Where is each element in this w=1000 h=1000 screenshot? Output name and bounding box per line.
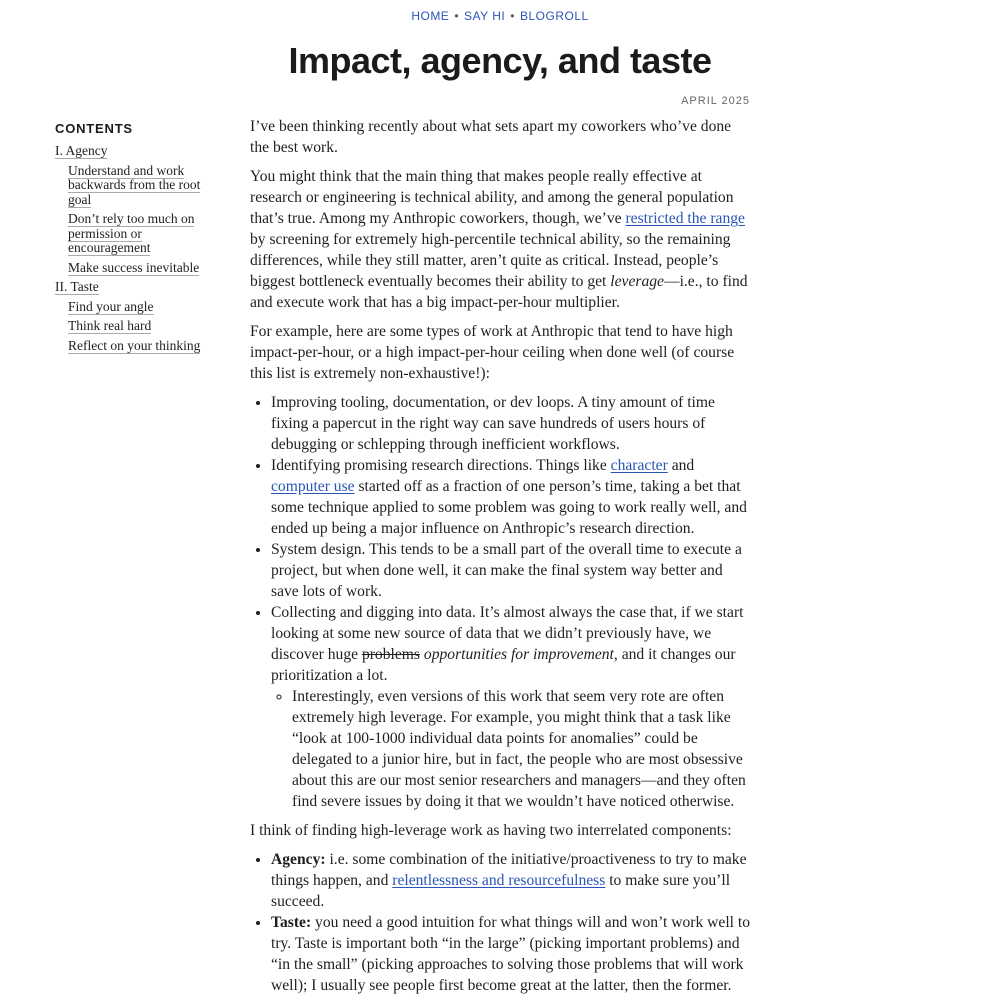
restricted-range-link[interactable]: restricted the range bbox=[625, 210, 745, 227]
paragraph-intro: I’ve been thinking recently about what sets apart my coworkers who’ve done the best work. bbox=[250, 118, 732, 156]
text-run: you need a good intuition for what things will and won’t work well to try. Taste is important both “in the large” (picking important problems) and “in the small” (picking approaches to solving those problems that will work well); I usually see people first become great at the latter, then the former. bbox=[271, 914, 751, 994]
toc-link-permission[interactable]: Don’t rely too much on permission or encouragement bbox=[68, 211, 195, 255]
nav-separator: • bbox=[510, 9, 515, 23]
toc-item bbox=[55, 319, 215, 334]
paragraph-components: I think of finding high-leverage work as having two interrelated components: bbox=[250, 822, 732, 839]
agency-label: Agency: bbox=[271, 851, 326, 868]
nav-separator: • bbox=[454, 9, 460, 23]
toc-link-think-hard[interactable]: Think real hard bbox=[68, 318, 152, 333]
examples-list bbox=[250, 392, 752, 812]
text-run: —i.e., to find and execute work that has a big impact-per-hour multiplier. bbox=[250, 273, 748, 311]
toc-link-find-angle[interactable]: Find your angle bbox=[68, 298, 154, 314]
toc-item bbox=[55, 164, 215, 208]
text-run: Collecting and digging into data. It’s almost always the case that, if we start looking at some new source of data that we didn’t previously have, we discover huge bbox=[271, 604, 744, 663]
top-nav bbox=[0, 9, 1000, 23]
taste-label: Taste: bbox=[271, 914, 312, 931]
emphasis-leverage: leverage bbox=[610, 273, 664, 290]
toc-item bbox=[55, 212, 215, 256]
article-body bbox=[250, 116, 752, 1000]
toc-link-success-inevitable[interactable]: Make success inevitable bbox=[68, 259, 200, 275]
computer-use-link[interactable]: computer use bbox=[271, 478, 355, 495]
list-item-agency bbox=[271, 849, 752, 912]
character-link[interactable]: character bbox=[610, 457, 668, 474]
toc-link-root-goal[interactable]: Understand and work backwards from the root goal bbox=[68, 162, 201, 207]
nav-say-hi-link[interactable]: SAY HI bbox=[464, 9, 506, 23]
list-item-taste bbox=[271, 912, 752, 996]
toc-link-reflect[interactable]: Reflect on your thinking bbox=[68, 337, 201, 353]
toc-heading: CONTENTS bbox=[55, 121, 133, 136]
text-run: Identifying promising research directions. Things like bbox=[271, 457, 611, 474]
list-item-research bbox=[271, 455, 752, 539]
table-of-contents bbox=[55, 121, 215, 358]
paragraph-leverage bbox=[250, 166, 752, 313]
toc-item bbox=[55, 280, 215, 295]
list-item-data bbox=[271, 602, 752, 812]
toc-link-agency[interactable]: I. Agency bbox=[55, 143, 108, 158]
text-run: to make sure you’ll succeed. bbox=[271, 872, 731, 910]
components-list bbox=[250, 849, 752, 996]
toc-link-taste[interactable]: II. Taste bbox=[55, 279, 99, 294]
text-run: by screening for extremely high-percentile technical ability, so the remaining differences, while they still matter, aren’t quite as critical. Instead, people’s biggest bottleneck eventually becomes their ability to get bbox=[250, 231, 731, 290]
list-item-rote-work: ◦ Interestingly, even versions of this work that seem very rote are often extremely high leverage. For example, you might think that a task like “look at 100-1000 individual data points for anomalies” could be delegated to a junior hire, but in fact, the people who are most obsessive about this are our most senior researchers and managers—and they often find severe issues by doing it that we wouldn’t have noticed otherwise. bbox=[292, 686, 752, 812]
emphasis-opportunities: opportunities for improvement bbox=[423, 646, 614, 663]
relentlessness-link[interactable]: relentlessness and resourcefulness bbox=[392, 872, 606, 889]
toc-item bbox=[55, 339, 215, 354]
text-run: , and it changes our prioritization a lot. bbox=[271, 646, 736, 684]
list-item-tooling: • Improving tooling, documentation, or dev loops. A tiny amount of time fixing a papercut in the right way can save hundreds of users hours of debugging or schlepping through inefficient workflows. bbox=[271, 392, 752, 455]
page-title: Impact, agency, and taste bbox=[288, 40, 712, 81]
text-run: You might think that the main thing that makes people really effective at research or engineering is technical ability, and among the general population that’s true. Among my Anthropic coworkers, though, we’ve bbox=[250, 168, 734, 227]
post-date: APRIL 2025 bbox=[681, 95, 750, 107]
paragraph-examples: For example, here are some types of work at Anthropic that tend to have high impact-per-hour, or a high impact-per-hour ceiling when done well (of course this list is extremely non-exhaustive!): bbox=[250, 323, 735, 382]
toc-item bbox=[55, 261, 215, 276]
list-item-system-design: • System design. This tends to be a small part of the overall time to execute a project, but when done well, it can make the final system way better and save lots of work. bbox=[271, 539, 752, 602]
toc-item bbox=[55, 300, 215, 315]
text-run: i.e. some combination of the initiative/proactiveness to try to make things happen, and bbox=[271, 851, 747, 889]
toc-item bbox=[55, 144, 215, 159]
toc-list bbox=[55, 144, 215, 353]
strikethrough-problems: problems bbox=[361, 646, 420, 663]
text-run: and bbox=[667, 457, 695, 474]
nav-home-link[interactable]: HOME bbox=[411, 9, 450, 23]
text-run: started off as a fraction of one person’s time, taking a bet that some technique applied to some problem was going to work really well, and ended up being a major influence on Anthropic’s research direction. bbox=[271, 478, 747, 537]
nav-blogroll-link[interactable]: BLOGROLL bbox=[519, 9, 589, 23]
sub-list bbox=[271, 686, 752, 812]
